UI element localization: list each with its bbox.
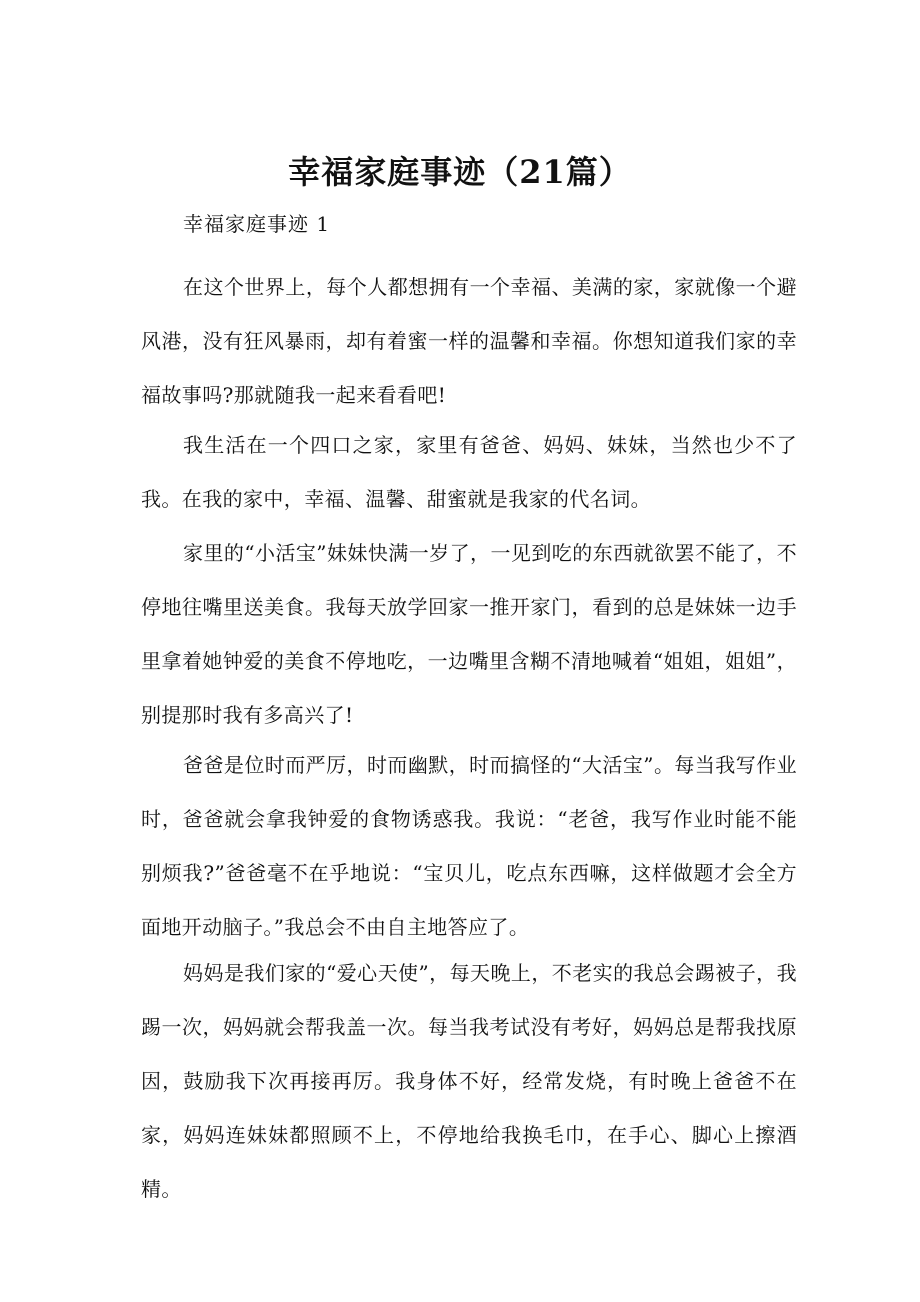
document-title: 幸福家庭事迹（21篇） <box>288 153 632 191</box>
paragraph-4: 爸爸是位时而严厉，时而幽默，时而搞怪的“大活宝”。每当我写作业时，爸爸就会拿我钟爱的食物诱惑我。我说：“老爸，我写作业时能不能别烦我?”爸爸毫不在乎地说：“宝贝儿，吃点东西嘛，这样做题才会全方面地开动脑子。”我总会不由自主地答应了。 <box>141 753 797 939</box>
section-heading: 幸福家庭事迹 1 <box>183 212 331 236</box>
paragraph-3: 家里的“小活宝”妹妹快满一岁了，一见到吃的东西就欲罢不能了，不停地往嘴里送美食。我每天放学回家一推开家门，看到的总是妹妹一边手里拿着她钟爱的美食不停地吃，一边嘴里含糊不清地喊着“姐姐，姐姐”，别提那时我有多高兴了! <box>141 541 797 727</box>
paragraph-1: 在这个世界上，每个人都想拥有一个幸福、美满的家，家就像一个避风港，没有狂风暴雨，却有着蜜一样的温馨和幸福。你想知道我们家的幸福故事吗?那就随我一起来看看吧! <box>141 275 797 407</box>
paragraph-5: 妈妈是我们家的“爱心天使”，每天晚上，不老实的我总会踢被子，我踢一次，妈妈就会帮我盖一次。每当我考试没有考好，妈妈总是帮我找原因，鼓励我下次再接再厉。我身体不好，经常发烧，有时晚上爸爸不在家，妈妈连妹妹都照顾不上，不停地给我换毛巾，在手心、脚心上擦酒精。 <box>141 961 797 1201</box>
paragraph-2: 我生活在一个四口之家，家里有爸爸、妈妈、妹妹，当然也少不了我。在我的家中，幸福、温馨、甜蜜就是我家的代名词。 <box>141 433 797 511</box>
